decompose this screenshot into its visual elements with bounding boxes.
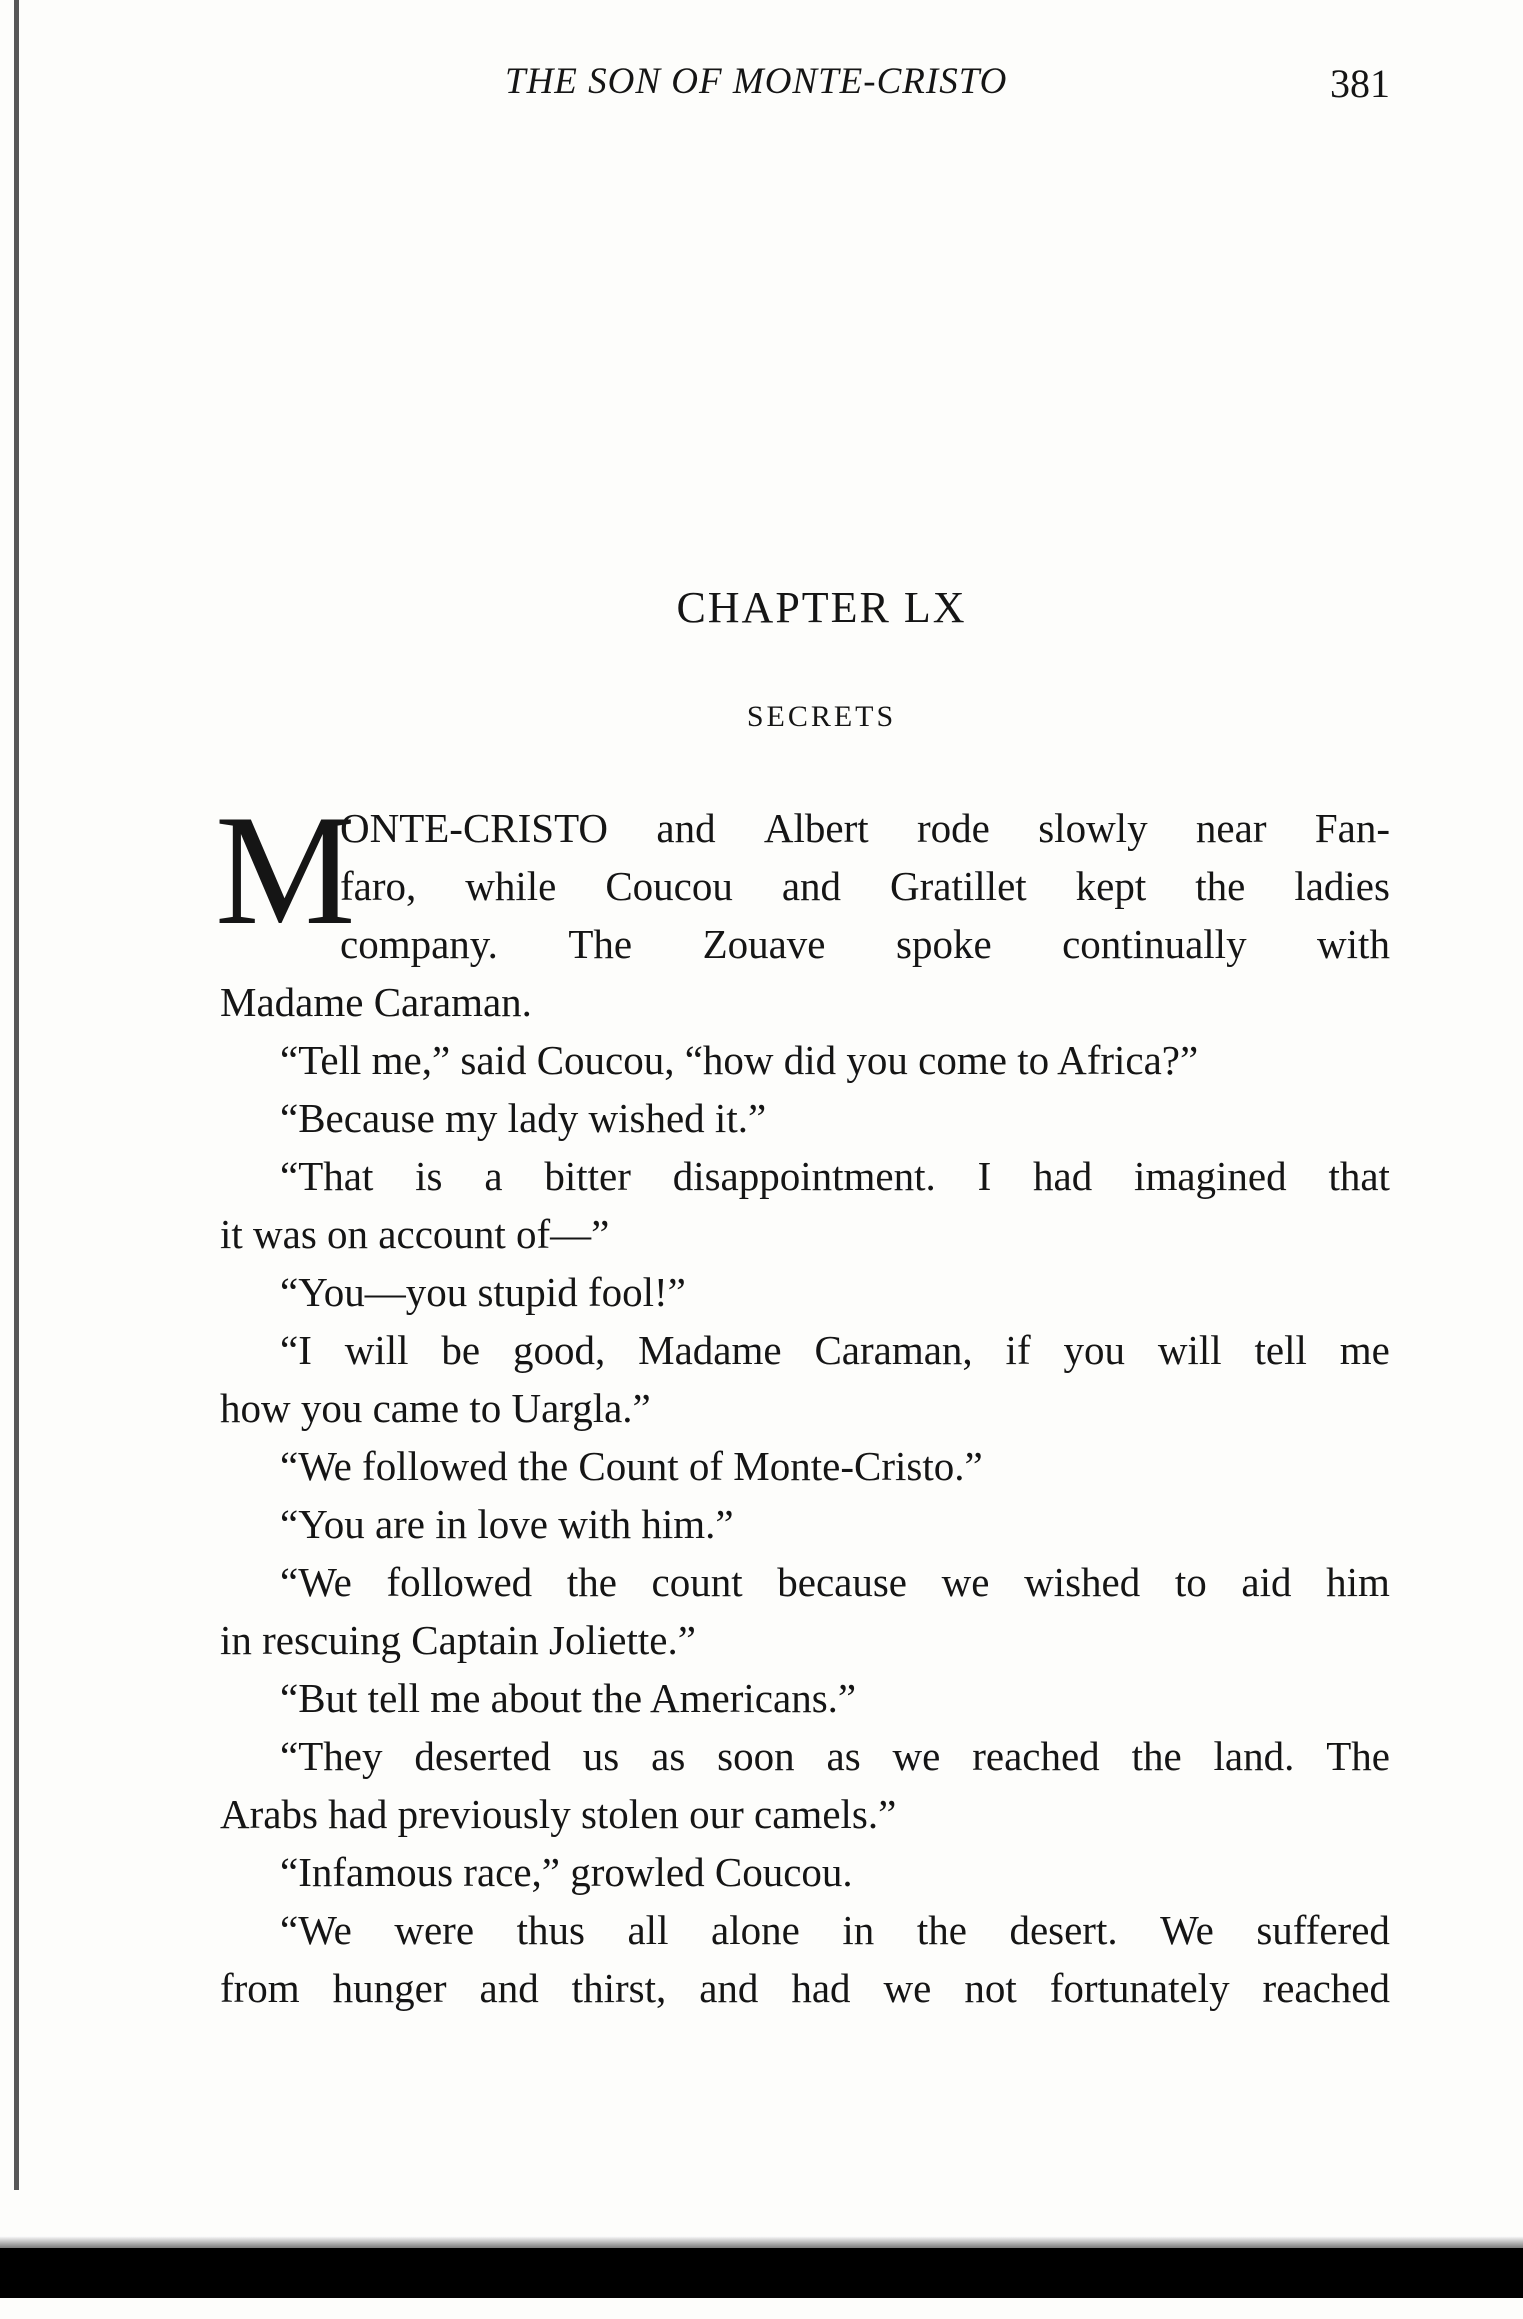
text-line: “You are in love with him.”	[280, 1501, 734, 1547]
word: as	[826, 1733, 861, 1779]
word: We	[1160, 1907, 1214, 1953]
word: while	[465, 863, 557, 909]
text-line	[340, 921, 1390, 967]
text-line	[340, 805, 1390, 851]
word: will	[344, 1327, 409, 1373]
word: Coucou	[605, 863, 733, 909]
word: desert.	[1009, 1907, 1118, 1953]
word: from	[220, 1965, 300, 2011]
word: alone	[711, 1907, 800, 1953]
word: Caraman,	[814, 1327, 973, 1373]
chapter-title: CHAPTER LX	[676, 583, 967, 632]
scan-bottom-shadow	[0, 2236, 1523, 2248]
word: “That	[280, 1153, 374, 1199]
word: suffered	[1256, 1907, 1390, 1953]
word: The	[568, 921, 633, 967]
word: “We	[280, 1559, 352, 1605]
word: to	[1174, 1559, 1207, 1605]
text-line: how you came to Uargla.”	[220, 1385, 651, 1431]
word: be	[441, 1327, 481, 1373]
word: and	[656, 805, 716, 851]
word: “I	[280, 1327, 312, 1373]
text-line: “Infamous race,” growled Coucou.	[280, 1849, 853, 1895]
word: Fan-	[1314, 805, 1390, 851]
running-head: THE SON OF MONTE-CRISTO	[505, 61, 1008, 102]
word: good,	[512, 1327, 606, 1373]
word: in	[842, 1907, 875, 1953]
text-line: Arabs had previously stolen our camels.”	[220, 1791, 897, 1837]
word: and	[699, 1965, 759, 2011]
text-line	[280, 1153, 1390, 1199]
word: the	[1131, 1733, 1182, 1779]
word: because	[777, 1559, 907, 1605]
word: thus	[516, 1907, 585, 1953]
word: land.	[1213, 1733, 1295, 1779]
word: slowly	[1038, 805, 1148, 851]
word: Gratillet	[890, 863, 1027, 909]
word: all	[627, 1907, 669, 1953]
word: wished	[1024, 1559, 1141, 1605]
word: had	[1033, 1153, 1093, 1199]
word: hunger	[332, 1965, 447, 2011]
word: we	[941, 1559, 990, 1605]
word: soon	[717, 1733, 795, 1779]
text-line: “You—you stupid fool!”	[280, 1269, 686, 1315]
text-line: in rescuing Captain Joliette.”	[220, 1617, 696, 1663]
word: bitter	[544, 1153, 631, 1199]
word: and	[781, 863, 842, 909]
text-line	[340, 863, 1390, 909]
word: we	[883, 1965, 932, 2011]
word: “We	[280, 1907, 352, 1953]
word: reached	[1262, 1965, 1390, 2011]
word: imagined	[1134, 1153, 1287, 1199]
text-line	[280, 1327, 1390, 1373]
word: fortunately	[1049, 1965, 1230, 2011]
scan-left-edge	[14, 0, 19, 2190]
word: the	[566, 1559, 617, 1605]
word: “They	[280, 1733, 383, 1779]
text-line	[280, 1559, 1390, 1605]
text-line: “But tell me about the Americans.”	[280, 1675, 857, 1721]
word: ONTE-CRISTO	[340, 805, 609, 851]
word: if	[1005, 1327, 1031, 1373]
word: The	[1326, 1733, 1390, 1779]
text-line: Madame Caraman.	[220, 979, 532, 1025]
word: tell	[1254, 1327, 1307, 1373]
word: I	[977, 1153, 992, 1199]
scan-bottom-band	[0, 2248, 1523, 2298]
word: reached	[972, 1733, 1100, 1779]
word: the	[916, 1907, 967, 1953]
word: is	[415, 1153, 443, 1199]
word: company.	[340, 921, 498, 967]
drop-cap: M	[215, 783, 356, 958]
word: a	[484, 1153, 503, 1199]
word: spoke	[895, 921, 992, 967]
word: with	[1317, 921, 1390, 967]
word: kept	[1075, 863, 1147, 909]
word: continually	[1062, 921, 1247, 967]
text-line	[280, 1907, 1390, 1953]
word: Madame	[638, 1327, 782, 1373]
text-line: “Because my lady wished it.”	[280, 1095, 767, 1141]
word: were	[394, 1907, 475, 1953]
chapter-subtitle: SECRETS	[746, 700, 897, 733]
word: as	[651, 1733, 686, 1779]
word: count	[651, 1559, 743, 1605]
word: me	[1339, 1327, 1390, 1373]
word: had	[791, 1965, 851, 2011]
word: disappointment.	[672, 1153, 936, 1199]
word: Zouave	[702, 921, 826, 967]
text-line: “Tell me,” said Coucou, “how did you come to Africa?”	[280, 1037, 1199, 1083]
word: that	[1328, 1153, 1390, 1199]
word: aid	[1241, 1559, 1292, 1605]
word: will	[1157, 1327, 1222, 1373]
word: we	[892, 1733, 941, 1779]
word: ladies	[1294, 863, 1390, 909]
word: deserted	[414, 1733, 551, 1779]
word: rode	[917, 805, 990, 851]
word: followed	[386, 1559, 533, 1605]
word: thirst,	[571, 1965, 667, 2011]
word: him	[1326, 1559, 1390, 1605]
word: and	[479, 1965, 539, 2011]
word: near	[1195, 805, 1267, 851]
text-line: it was on account of—”	[220, 1211, 610, 1257]
text-line	[220, 1965, 1390, 2011]
word: the	[1195, 863, 1246, 909]
word: not	[964, 1965, 1017, 2011]
page-number: 381	[1330, 61, 1390, 106]
text-line: “We followed the Count of Monte-Cristo.”	[280, 1443, 983, 1489]
word: Albert	[763, 805, 869, 851]
word: you	[1063, 1327, 1125, 1373]
word: us	[582, 1733, 620, 1779]
word: faro,	[340, 863, 417, 909]
text-line	[280, 1733, 1390, 1779]
